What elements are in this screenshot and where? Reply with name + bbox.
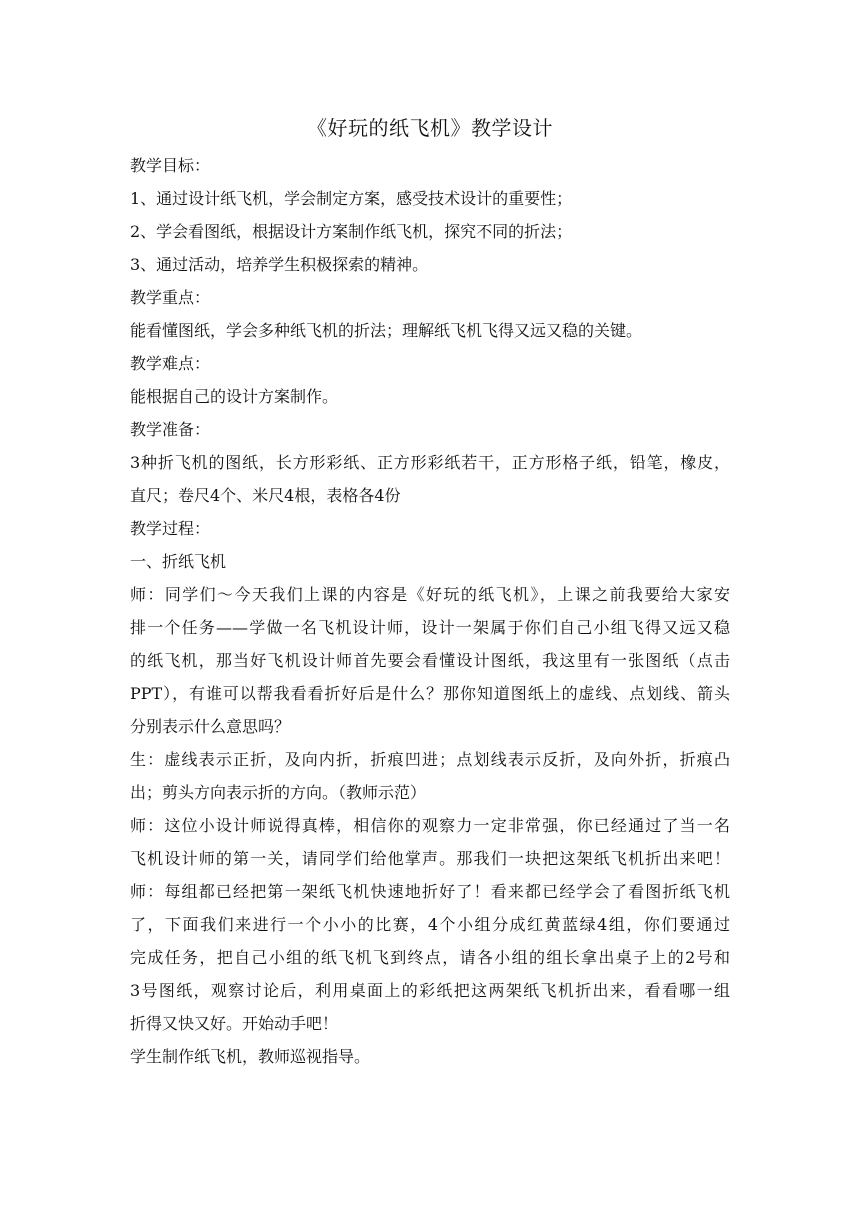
preparation-text-line-1: 3种折飞机的图纸，长方形彩纸、正方形彩纸若干，正方形格子纸，铅笔，橡皮， (130, 453, 730, 472)
objective-item-1: 1、通过设计纸飞机，学会制定方案，感受技术设计的重要性； (130, 189, 573, 208)
paragraph-line: 出；剪头方向表示折的方向。（教师示范） (130, 783, 427, 802)
paragraph-line: 学生制作纸飞机，教师巡视指导。 (130, 1047, 371, 1066)
document-title: 《好玩的纸飞机》教学设计 (307, 116, 553, 140)
paragraph-line: 师：每组都已经把第一架纸飞机快速地折好了！看来都已经学会了看图折纸飞机 (130, 882, 730, 901)
paragraph-line: 排一个任务——学做一名飞机设计师，设计一架属于你们自己小组飞得又远又稳 (130, 618, 730, 637)
objective-item-2: 2、学会看图纸，根据设计方案制作纸飞机，探究不同的折法； (130, 222, 573, 241)
preparation-text-line-2: 直尺；卷尺4个、米尺4根，表格各4份 (130, 486, 401, 505)
paragraph-line: 生：虚线表示正折，及向内折，折痕凹进；点划线表示反折，及向外折，折痕凸 (130, 750, 730, 769)
objective-item-3: 3、通过活动，培养学生积极探索的精神。 (130, 255, 429, 274)
paragraph-line: 师：这位小设计师说得真棒，相信你的观察力一定非常强，你已经通过了当一名 (130, 816, 730, 835)
section-heading-key-points: 教学重点： (130, 288, 211, 307)
paragraph-line: 3号图纸，观察讨论后，利用桌面上的彩纸把这两架纸飞机折出来，看看哪一组 (130, 981, 730, 1000)
key-points-text: 能看懂图纸，学会多种纸飞机的折法；理解纸飞机飞得又远又稳的关键。 (130, 321, 643, 340)
paragraph-line: 分别表示什么意思吗？ (130, 717, 291, 736)
paragraph-line: 了，下面我们来进行一个小小的比赛，4个小组分成红黄蓝绿4组，你们要通过 (130, 915, 730, 934)
paragraph-line: 完成任务，把自己小组的纸飞机飞到终点，请各小组的组长拿出桌子上的2号和 (130, 948, 730, 967)
section-heading-difficulties: 教学难点： (130, 354, 211, 373)
paragraph-line: 折得又快又好。开始动手吧！ (130, 1014, 339, 1033)
paragraph-line: 师：同学们～今天我们上课的内容是《好玩的纸飞机》，上课之前我要给大家安 (130, 585, 730, 604)
section-heading-preparation: 教学准备： (130, 420, 211, 439)
paragraph-line: 的纸飞机，那当好飞机设计师首先要会看懂设计图纸，我这里有一张图纸（点击 (130, 651, 730, 670)
document-body (130, 149, 730, 1073)
paragraph-line: PPT），有谁可以帮我看看折好后是什么？那你知道图纸上的虚线、点划线、箭头 (130, 684, 730, 703)
section-heading-process: 教学过程： (130, 519, 211, 538)
section-heading-objectives: 教学目标： (130, 156, 211, 175)
subsection-heading-folding: 一、折纸飞机 (130, 552, 227, 571)
paragraph-line: 飞机设计师的第一关，请同学们给他掌声。那我们一块把这架纸飞机折出来吧！ (130, 849, 730, 868)
difficulties-text: 能根据自己的设计方案制作。 (130, 387, 339, 406)
